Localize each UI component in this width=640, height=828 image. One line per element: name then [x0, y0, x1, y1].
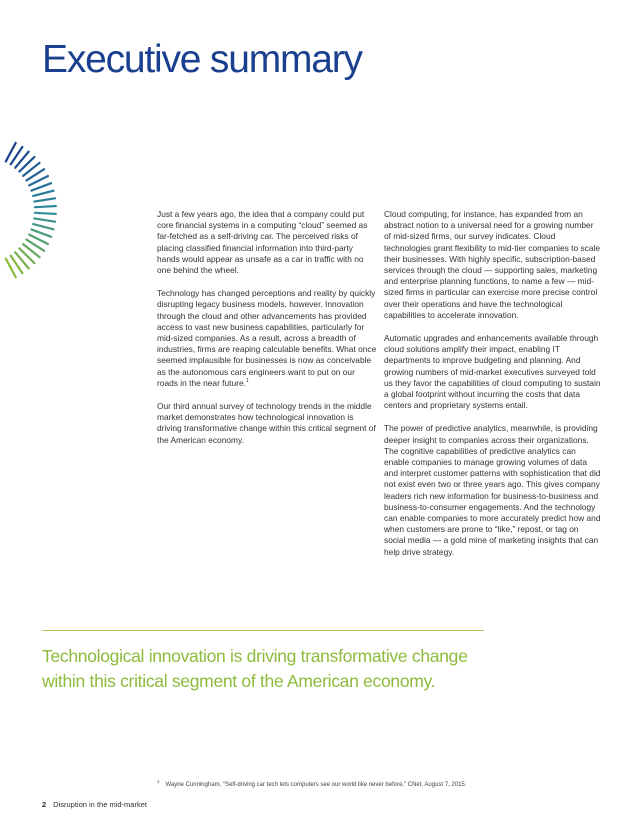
page-footer	[42, 800, 147, 809]
sunburst-ray	[34, 198, 55, 201]
footnote-ref: 1	[245, 378, 249, 385]
sunburst-ray	[33, 224, 53, 229]
paragraph: Cloud computing, for instance, has expanded from an abstract notion to a universal need for a growing number of mid-sized firms, our survey indicates. Cloud technologies grant flexibility to mid-tier companies to scale their businesses. With highly specific, subscription-based services through the cloud — supporting sales, marketing and enterprise planning functions, to name a few — mid-sized firms in particular can exercise more precise control over their operations and have the technological capabilities to accelerate innovation.	[384, 209, 600, 320]
paragraph-text: Technology has changed perceptions and reality by quickly disrupting legacy business models, however. Innovation through the cloud and other advancements has provided access to vast new business capabilities, particularly for mid-sized companies. As a result, across a breadth of industries, firms are reaping calculable benefits. What once seemed implausible for businesses is now as conceivable as the autonomous cars engineers want to put on our roads in the near future.	[157, 288, 377, 388]
paragraph: The power of predictive analytics, meanwhile, is providing deeper insight to companies across their organizations. The cognitive capabilities of predictive analytics can enable companies to manage growing volumes of data and interpret customer patterns with sophistication that did not exist even two or three years ago. This gives company leaders rich new information for business-to-business and business-to-consumer engagements. And the technology can enable companies to more accurately predict how and when customers are prone to “like,” repost, or tag on social media — a gold mine of marketing insights that can help drive strategy.	[384, 423, 601, 557]
page-title: Executive summary	[42, 38, 362, 81]
sunburst-ray	[31, 229, 51, 236]
pull-quote: Technological innovation is driving transformative change within this critical segment of the American economy.	[42, 646, 468, 691]
sunburst-ray	[35, 206, 56, 207]
footnote	[157, 779, 466, 788]
footer-section-title: Disruption in the mid-market	[53, 800, 147, 809]
paragraph: Automatic upgrades and enhancements available through cloud solutions amplify their impact, enabling IT departments to improve budgeting and planning. And growing numbers of mid-market executives surveyed told us they favor the capabilities of cloud computing to sustain a global footprint without incurring the costs that data centers and proprietary systems entail.	[384, 333, 601, 411]
sunburst-ray	[34, 218, 55, 221]
sunburst-ray	[31, 183, 51, 190]
footnote-number: 1	[157, 779, 160, 784]
paragraph	[157, 288, 377, 389]
sunburst-graphic	[0, 140, 60, 280]
sunburst-ray	[35, 213, 56, 214]
left-column	[157, 209, 377, 458]
sunburst-ray	[33, 191, 53, 196]
paragraph: Our third annual survey of technology trends in the middle market demonstrates how technological innovation is driving transformative change within this critical segment of the American economy.	[157, 401, 376, 445]
page-number: 2	[42, 800, 47, 809]
paragraph: Just a few years ago, the idea that a company could put core financial systems in a computing “cloud” seemed as far-fetched as a self-driving car. The perceived risks of placing classified financial information into third-party hands would appear as unsafe as a car in traffic with no one behind the wheel.	[157, 209, 368, 276]
right-column	[384, 209, 602, 570]
divider-rule	[42, 630, 484, 631]
footnote-text: Wayne Cunningham, “Self-driving car tech lets computers see our world like never before,” CNet, August 7, 2015.	[165, 782, 467, 788]
